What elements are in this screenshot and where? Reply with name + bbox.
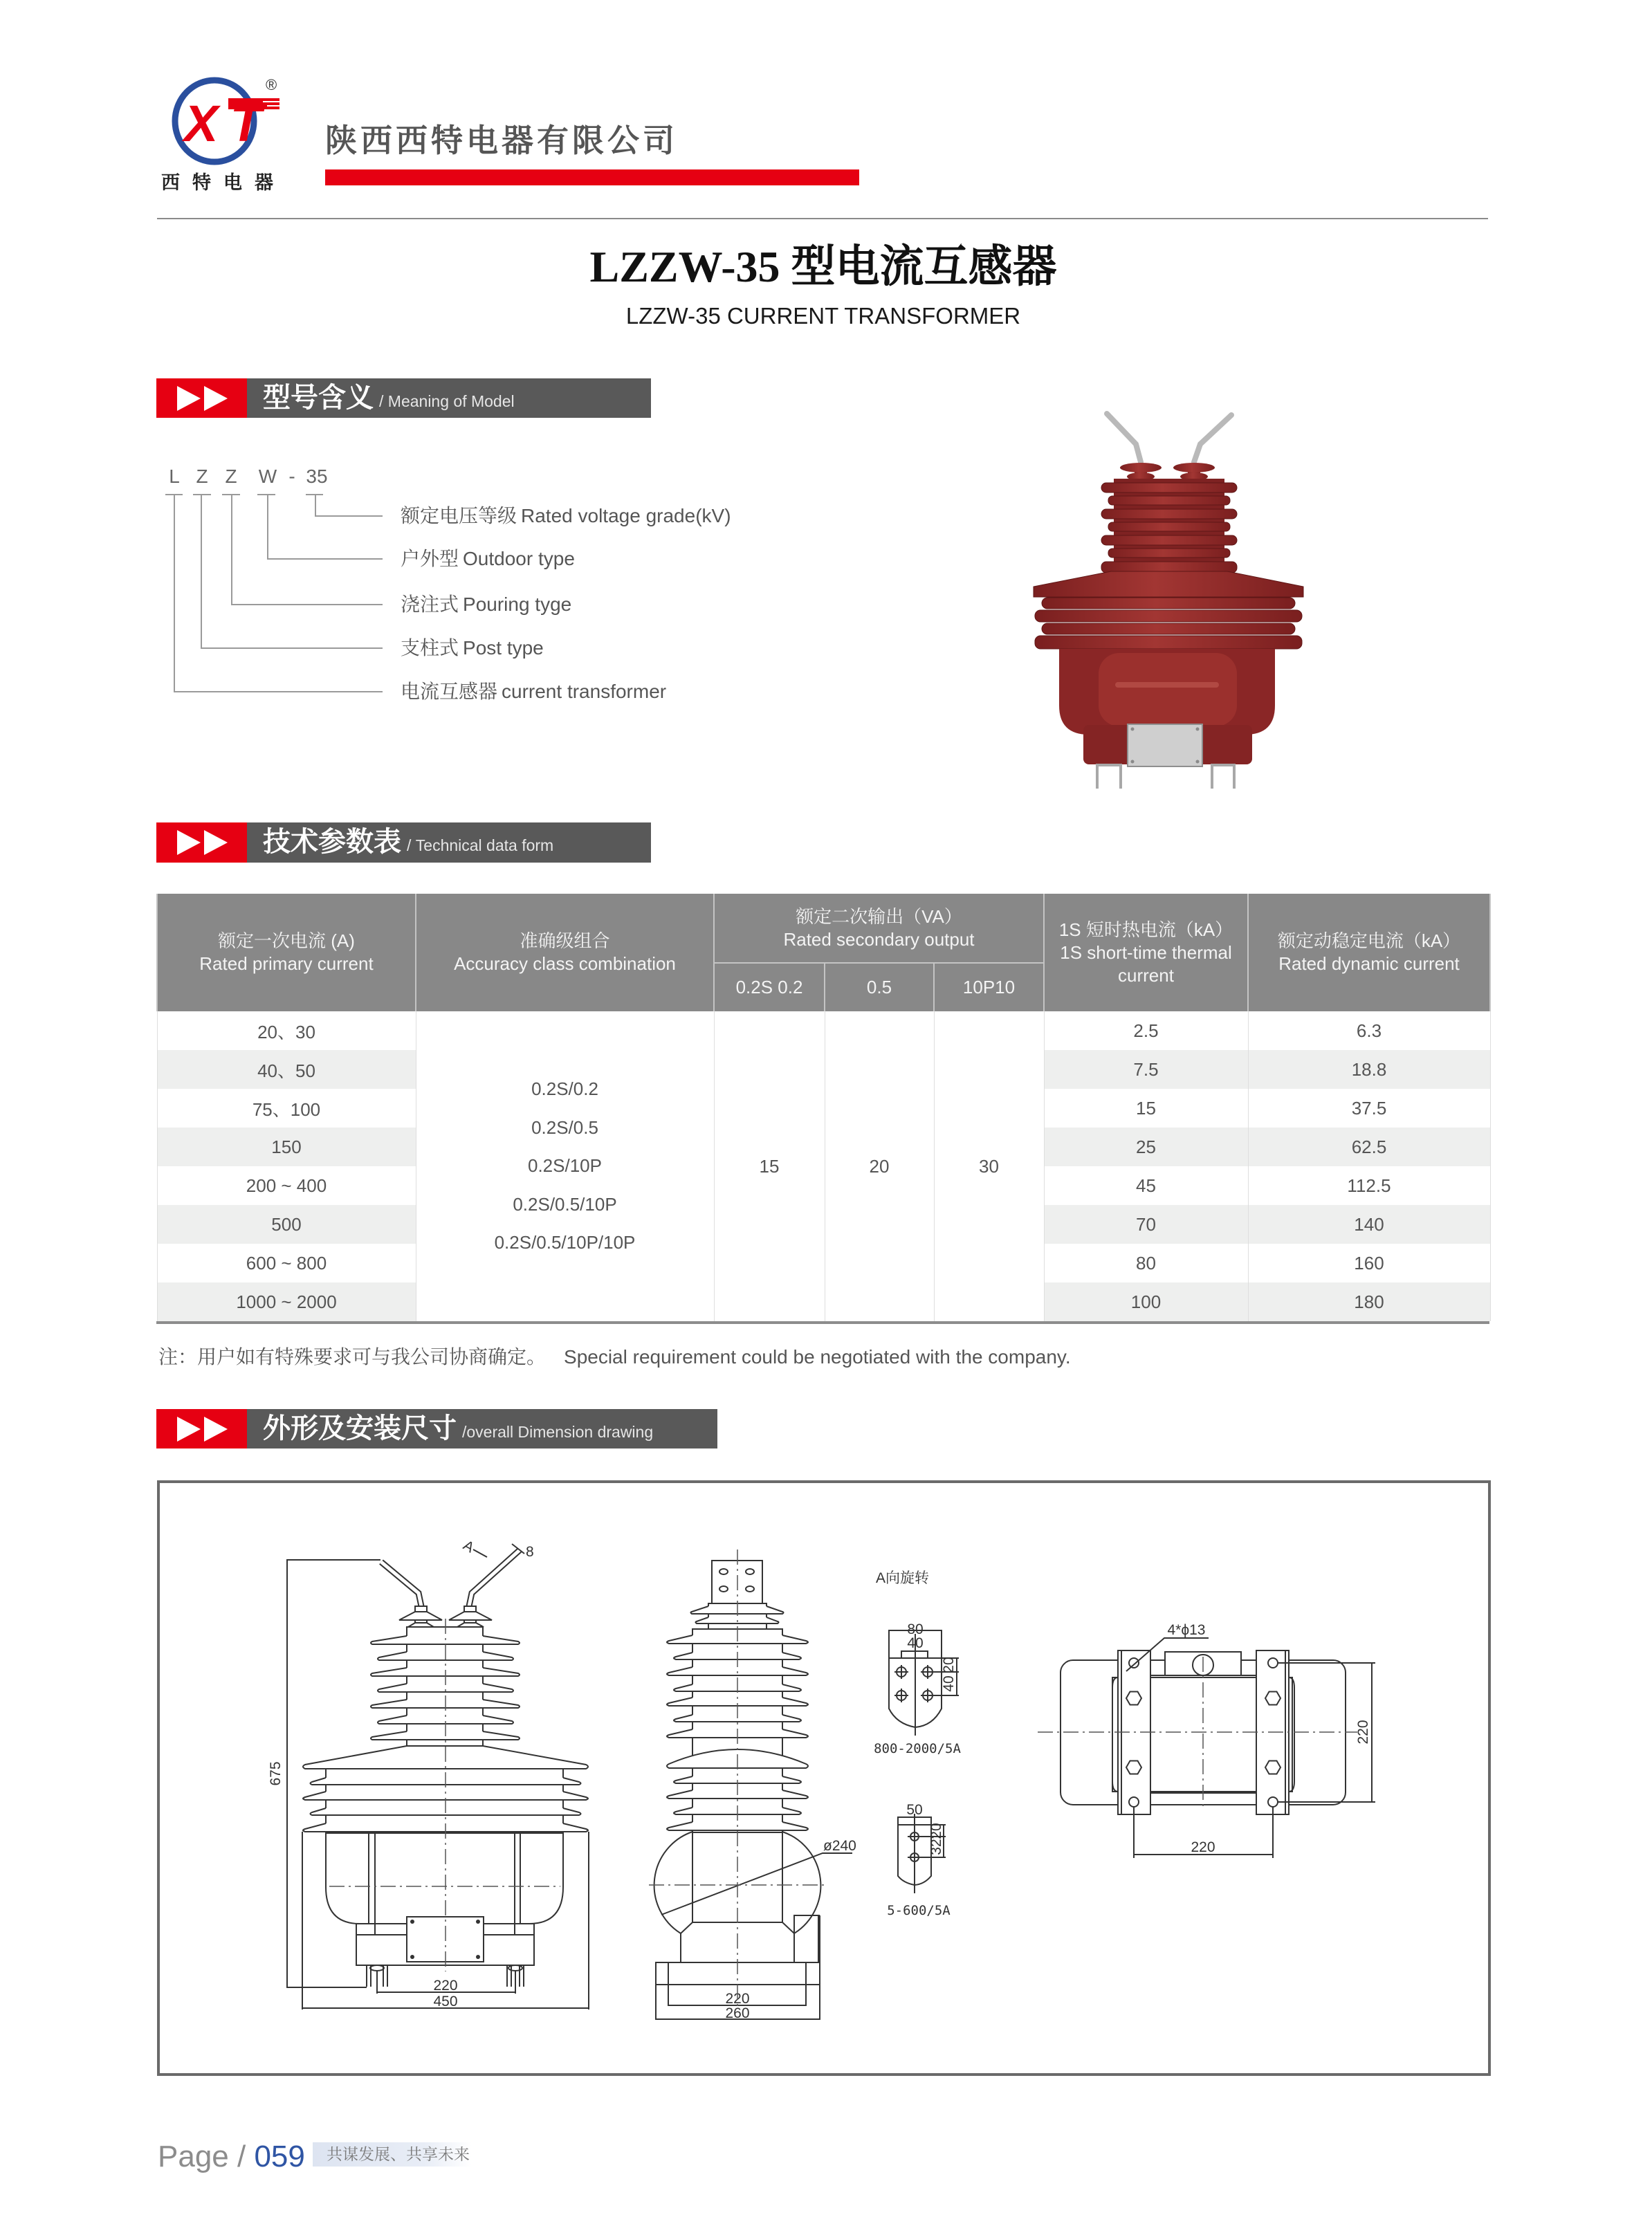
page-label: Page / — [158, 2140, 255, 2173]
leader-lines — [165, 495, 383, 692]
footer-slogan: 共谋发展、共享未来 — [313, 2142, 472, 2167]
dim-upper-top-offset: 20 — [941, 1657, 957, 1673]
header-divider — [157, 218, 1488, 219]
table-row — [157, 1011, 1490, 1050]
accuracy-combination: 0.2S/0.5 — [531, 1116, 598, 1138]
header-en: Rated primary current — [199, 953, 374, 974]
section-header-technical-data — [156, 822, 651, 863]
cell-thermal-current: 45 — [1044, 1166, 1248, 1205]
side-view — [649, 1549, 856, 2021]
mounting-feet — [1097, 765, 1234, 789]
dim-side-base-outer: 260 — [725, 2005, 750, 2021]
cell-thermal-current: 2.5 — [1044, 1011, 1248, 1050]
dim-diameter: ø240 — [823, 1838, 856, 1854]
cell-dynamic-current: 140 — [1248, 1205, 1490, 1244]
logo-brand-name: 西特电器 — [161, 172, 286, 193]
legend-cn: 额定电压等级 — [401, 505, 517, 526]
cell-dynamic-current: 180 — [1248, 1282, 1490, 1321]
header-cn: 准确级组合 — [520, 930, 610, 951]
column-header-rated-dynamic-current — [1248, 894, 1490, 1011]
cell-thermal-current: 100 — [1044, 1282, 1248, 1321]
model-legend-ct — [401, 679, 666, 704]
section-header-model-meaning — [156, 378, 651, 418]
dim-rod: 8 — [526, 1544, 534, 1560]
header-en: Rated secondary output — [783, 928, 975, 950]
column-header-secondary-output — [714, 894, 1044, 963]
legend-cn: 电流互感器 — [401, 681, 498, 702]
cell-primary-current: 75、100 — [157, 1089, 416, 1128]
section-marker — [156, 822, 247, 863]
dim-lower-width: 50 — [906, 1802, 923, 1818]
cell-output-10p10: 30 — [934, 1011, 1044, 1321]
cell-output-0-5: 20 — [825, 1011, 934, 1321]
dim-top-depth: 220 — [1355, 1720, 1371, 1745]
front-view — [268, 1537, 589, 2009]
terminal-rod-icon — [1194, 415, 1231, 462]
subheader-0-5: 0.5 — [825, 963, 934, 1011]
model-legend-post — [401, 636, 544, 661]
lower-bracket-rating: 5-600/5A — [887, 1903, 951, 1918]
page-number-value: 059 — [254, 2140, 305, 2173]
dim-base-inner: 220 — [433, 1978, 458, 1994]
header-cn: 额定动稳定电流（kA） — [1277, 930, 1461, 951]
section-title-cn: 型号含义 — [263, 383, 374, 413]
cell-thermal-current: 80 — [1044, 1244, 1248, 1282]
header-cn: 1S 短时热电流（kA） — [1058, 919, 1233, 940]
play-arrow-icon — [204, 830, 228, 855]
play-arrow-icon — [204, 386, 228, 411]
header-cn: 额定二次输出（VA） — [796, 905, 962, 927]
top-view — [1038, 1622, 1375, 1858]
cell-primary-current: 1000 ~ 2000 — [157, 1282, 416, 1321]
header-red-bar — [325, 169, 859, 185]
model-code-letter: Z — [196, 466, 208, 487]
subheader-10p10: 10P10 — [934, 963, 1044, 1011]
model-code-letter: W — [258, 466, 277, 487]
logo-monogram: XT — [184, 95, 261, 152]
registered-mark: ® — [266, 76, 277, 93]
legend-en: current transformer — [502, 681, 667, 702]
dim-lower-top-offset: 20 — [928, 1823, 944, 1839]
legend-en: Post type — [463, 637, 544, 659]
model-code-letter: Z — [225, 466, 237, 487]
column-header-accuracy-class — [416, 894, 714, 1011]
cell-thermal-current: 15 — [1044, 1089, 1248, 1128]
model-code-letter: - — [288, 466, 295, 487]
accuracy-combination: 0.2S/0.2 — [531, 1078, 598, 1100]
view-marker-a: A — [460, 1537, 477, 1556]
cell-primary-current: 600 ~ 800 — [157, 1244, 416, 1282]
cell-primary-current: 20、30 — [157, 1011, 416, 1050]
model-legend-pouring — [401, 592, 571, 617]
play-arrow-icon — [177, 1417, 201, 1442]
dim-height: 675 — [268, 1761, 284, 1786]
cell-thermal-current: 70 — [1044, 1205, 1248, 1244]
header-en: 1S short-time thermal current — [1060, 941, 1232, 986]
dim-upper-width: 80 — [907, 1621, 924, 1637]
cell-primary-current: 150 — [157, 1128, 416, 1166]
page-subtitle: LZZW-35 CURRENT TRANSFORMER — [625, 303, 1021, 329]
cell-accuracy-combinations — [416, 1011, 714, 1321]
note-en: Special requirement could be negotiated with the company. — [564, 1346, 1071, 1368]
legend-cn: 浇注式 — [401, 594, 459, 615]
section-marker — [156, 1409, 247, 1448]
dim-side-base-inner: 220 — [725, 1991, 750, 2007]
cell-thermal-current: 25 — [1044, 1128, 1248, 1166]
upper-bracket-rating: 800-2000/5A — [874, 1741, 961, 1756]
a-view-title: A向旋转 — [876, 1570, 930, 1586]
section-title-cn: 外形及安装尺寸 — [263, 1413, 457, 1444]
cell-dynamic-current: 37.5 — [1248, 1089, 1490, 1128]
header-en: Rated dynamic current — [1278, 953, 1460, 974]
cell-dynamic-current: 18.8 — [1248, 1050, 1490, 1089]
dim-base-outer: 450 — [433, 1994, 458, 2009]
legend-cn: 户外型 — [401, 548, 459, 569]
company-name: 陕西西特电器有限公司 — [325, 122, 678, 158]
dimension-drawing — [157, 1480, 1491, 2076]
cell-dynamic-current: 62.5 — [1248, 1128, 1490, 1166]
header-cn: 额定一次电流 (A) — [218, 930, 355, 951]
play-arrow-icon — [204, 1417, 228, 1442]
cell-primary-current: 200 ~ 400 — [157, 1166, 416, 1205]
accuracy-combination: 0.2S/0.5/10P/10P — [494, 1232, 636, 1253]
cell-dynamic-current: 6.3 — [1248, 1011, 1490, 1050]
view-arrow-icon — [473, 1549, 487, 1557]
section-header-dimension-drawing — [156, 1409, 717, 1448]
company-logo — [166, 69, 291, 173]
cell-primary-current: 40、50 — [157, 1050, 416, 1089]
dim-upper-hole-spacing: 40 — [907, 1635, 924, 1651]
dim-top-width: 220 — [1191, 1839, 1215, 1855]
legend-en: Rated voltage grade(kV) — [521, 505, 731, 526]
cell-dynamic-current: 112.5 — [1248, 1166, 1490, 1205]
column-header-rated-primary-current — [157, 894, 416, 1011]
cell-output-0-2s-0-2: 15 — [714, 1011, 825, 1321]
accuracy-combination: 0.2S/10P — [528, 1155, 602, 1177]
model-code-letter: 35 — [306, 466, 328, 487]
play-arrow-icon — [177, 830, 201, 855]
nameplate — [1128, 724, 1202, 766]
section-title-en: / Meaning of Model — [379, 392, 515, 410]
table-note — [158, 1345, 1071, 1370]
model-legend-outdoor — [401, 546, 575, 571]
cell-dynamic-current: 160 — [1248, 1244, 1490, 1282]
terminal-rod-icon — [1107, 414, 1141, 462]
section-marker — [156, 378, 247, 418]
subheader-0-2s-0-2: 0.2S 0.2 — [714, 963, 825, 1011]
legend-en: Outdoor type — [463, 548, 575, 569]
technical-data-table — [156, 894, 1491, 1321]
model-legend-voltage — [401, 504, 731, 528]
model-code-diagram — [156, 450, 405, 712]
header-en: Accuracy class combination — [454, 953, 676, 974]
section-title-cn: 技术参数表 — [263, 827, 401, 857]
cell-thermal-current: 7.5 — [1044, 1050, 1248, 1089]
play-arrow-icon — [177, 386, 201, 411]
column-header-short-time-thermal-current — [1044, 894, 1248, 1011]
section-title-en: / Technical data form — [407, 836, 554, 854]
cell-primary-current: 500 — [157, 1205, 416, 1244]
legend-en: Pouring tyge — [463, 594, 572, 615]
dim-upper-vertical-spacing: 40 — [941, 1675, 957, 1692]
accuracy-combination: 0.2S/0.5/10P — [513, 1193, 617, 1215]
page-number — [158, 2139, 305, 2175]
product-photo — [1024, 408, 1314, 795]
note-cn: 注：用户如有特殊要求可与我公司协商确定。 — [158, 1346, 547, 1368]
dim-lower-vertical-spacing: 32 — [928, 1839, 944, 1855]
hole-spec: 4*ϕ13 — [1167, 1622, 1206, 1638]
table-bottom-rule — [156, 1321, 1489, 1324]
legend-cn: 支柱式 — [401, 637, 459, 659]
lower-insulator-sheds — [1035, 598, 1302, 649]
model-code-letter: L — [169, 466, 180, 487]
a-direction-view — [874, 1570, 961, 1918]
section-title-en: /overall Dimension drawing — [462, 1423, 654, 1441]
page-title: LZZW-35 型电流互感器 — [589, 242, 1057, 291]
